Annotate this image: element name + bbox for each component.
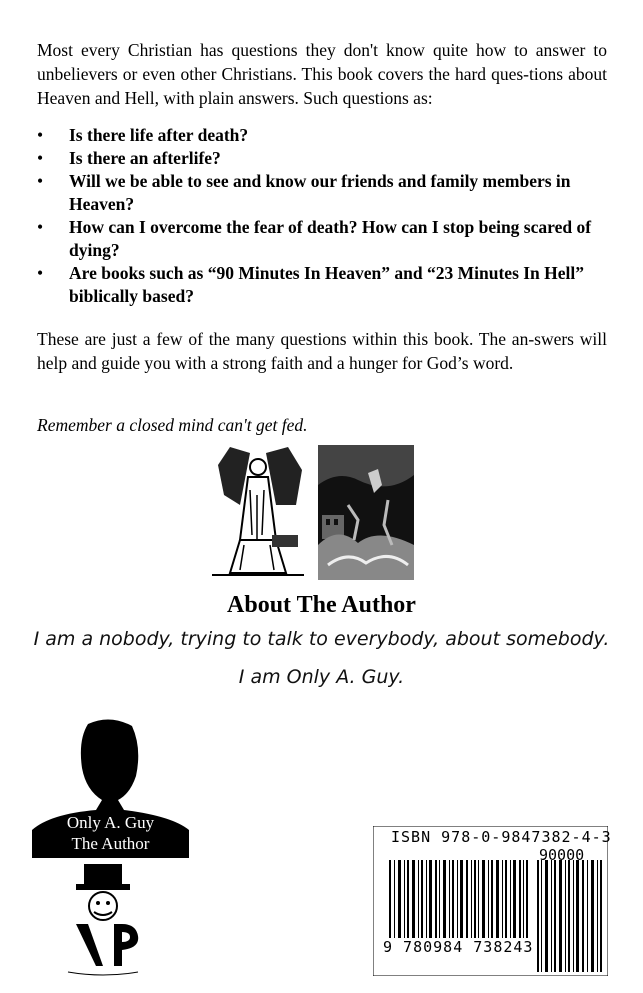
question-list xyxy=(37,124,607,308)
question-text: Are books such as “90 Minutes In Heaven” and “23 Minutes In Hell” biblically based? xyxy=(69,263,585,306)
bullet: • xyxy=(37,217,44,237)
portrait-caption xyxy=(32,812,189,854)
list-item xyxy=(37,216,607,262)
closing-paragraph: These are just a few of the many questions within this book. The an-swers will help and guide you with a strong faith and a hunger for God’s word. xyxy=(37,329,607,373)
author-tagline: I am a nobody, trying to talk to everybody, about somebody. xyxy=(33,628,610,650)
question-text: Is there life after death? xyxy=(69,125,249,145)
list-item xyxy=(37,170,607,216)
author-name-tagline: I am Only A. Guy. xyxy=(238,666,405,688)
remember-quote: Remember a closed mind can't get fed. xyxy=(37,415,308,435)
caption-role: The Author xyxy=(71,834,150,853)
question-text: How can I overcome the fear of death? How can I stop being scared of dying? xyxy=(69,217,592,260)
bullet: • xyxy=(37,263,44,283)
about-author-heading: About The Author xyxy=(227,592,416,618)
question-text: Is there an afterlife? xyxy=(69,148,221,168)
publisher-logo xyxy=(66,862,141,980)
list-item xyxy=(37,262,607,308)
hell-illustration xyxy=(318,445,414,580)
price-code: 90000 xyxy=(539,846,585,864)
ean-number: 9 780984 738243 xyxy=(383,938,534,956)
caption-name: Only A. Guy xyxy=(66,813,155,832)
angel-illustration xyxy=(210,445,306,580)
list-item xyxy=(37,124,607,147)
bullet: • xyxy=(37,125,44,145)
isbn-text: ISBN 978-0-9847382-4-3 xyxy=(391,828,612,846)
question-text: Will we be able to see and know our friends and family members in Heaven? xyxy=(69,171,571,214)
bullet: • xyxy=(37,171,44,191)
list-item xyxy=(37,147,607,170)
intro-paragraph: Most every Christian has questions they don't know quite how to answer to unbelievers or even other Christians. This book covers the hard ques-tions about Heaven and Hell, with plain answers. Such questions as: xyxy=(37,40,607,108)
bullet: • xyxy=(37,148,44,168)
